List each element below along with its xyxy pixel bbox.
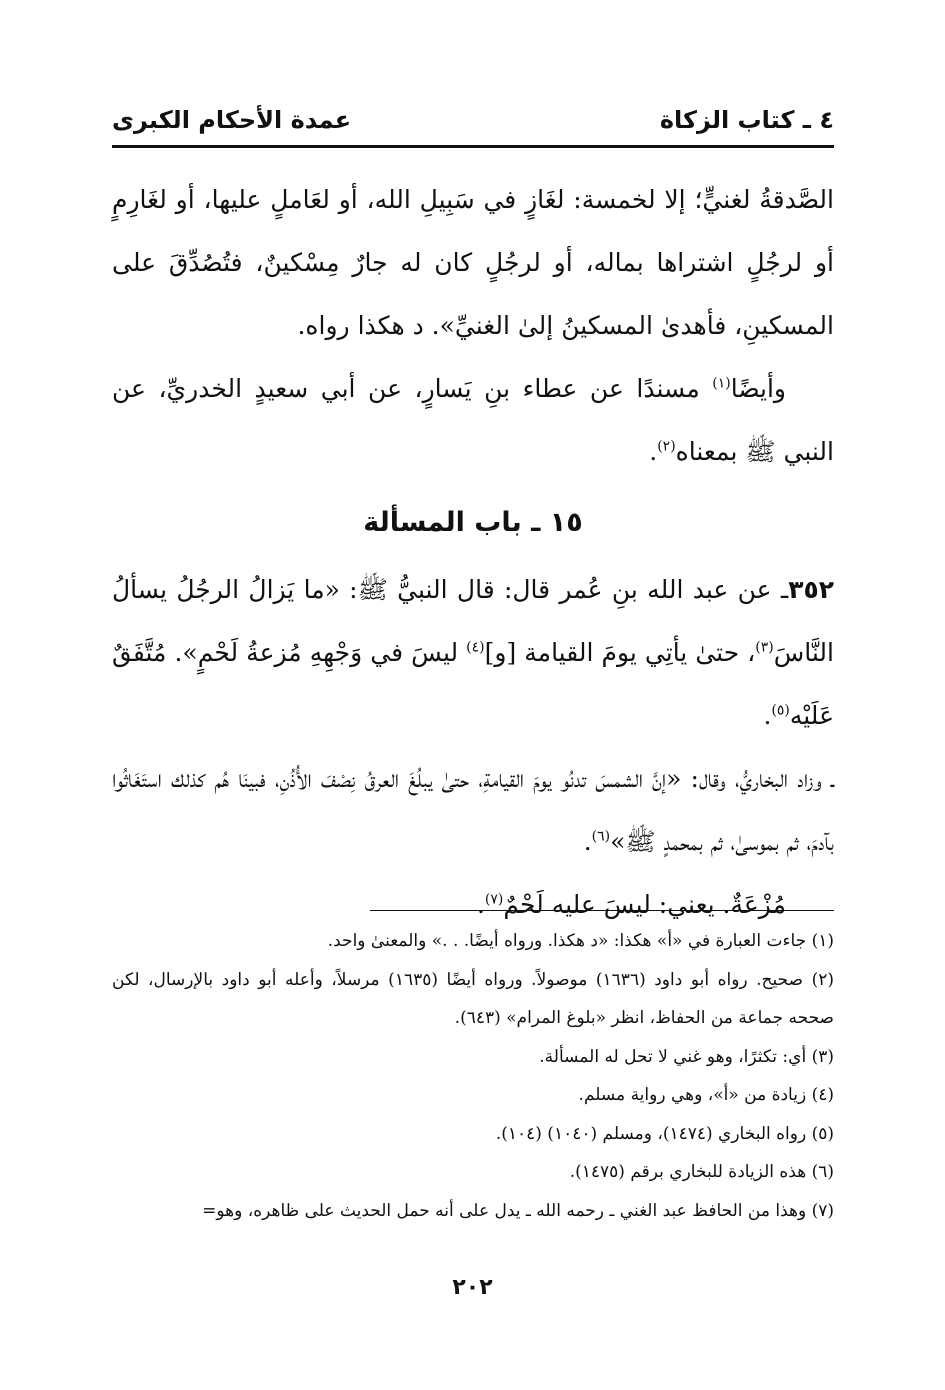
bukhari-text: ـ وزاد البخاريُّ، وقال: «إنَّ الشمسَ تدنُو يومَ القيامةِ، حتىٰ يبلُغَ العرقُ نِصْفَ الأُذُنِ، فبينَا هُم كذلك استَغَاثُوا بآدمَ، ثم بموسىٰ، ثم بمحمدٍ ﷺ» xyxy=(112,764,834,856)
footnote-ref-5: (٥) xyxy=(771,702,790,719)
footnote-ref-6: (٦) xyxy=(591,828,611,845)
footnote-ref-2: (٢) xyxy=(657,438,676,455)
main-text xyxy=(112,168,834,936)
hadith-text-a: ـ عن عبد الله بنِ عُمر قال: قال النبيُّ ﷺ: «ما يَزالُ الرجُلُ يسألُ النَّاسَ xyxy=(112,575,834,667)
footnote-6: (٦) هذه الزيادة للبخاري برقم (١٤٧٥). xyxy=(569,1162,834,1182)
hadith-text-b: ، حتىٰ يأتِي يومَ القيامة [و] xyxy=(484,638,756,667)
section-heading: ١٥ ـ باب المسألة xyxy=(363,507,583,538)
footnote-5: (٥) رواه البخاري (١٤٧٤)، ومسلم (١٠٤٠) (١٠٤). xyxy=(495,1123,834,1144)
explanation-end: . xyxy=(476,890,485,919)
paragraph-1: الصَّدقةُ لغنيٍّ؛ إلا لخمسة: لغَازٍ في سَبِيلِ الله، أو لعَاملٍ عليها، أو لغَارِمٍ أو لرجُلٍ اشتراها بماله، أو لرجُلٍ كان له جارٌ مِسْكينٌ، فتُصُدِّقَ على المسكينِ، فأهدىٰ المسكينُ إلىٰ الغنيِّ». د هكذا رواه. xyxy=(112,185,834,340)
page-header xyxy=(112,100,834,148)
bukhari-end: . xyxy=(583,827,592,856)
hadith-text-c: ليسَ في وَجْهِهِ مُزعةُ لَحْمٍ». مُتَّفَقٌ عَلَيْه xyxy=(112,638,834,730)
footnotes xyxy=(112,922,834,1230)
footnote-1: (١) جاءت العبارة في «أ» هكذا: «د هكذا. ورواه أيضًا. . .» والمعنىٰ واحد. xyxy=(327,931,834,951)
paragraph-2-end: . xyxy=(649,437,658,466)
book-title: عمدة الأحكام الكبرى xyxy=(112,106,352,134)
footnote-4: (٤) زيادة من «أ»، وهي رواية مسلم. xyxy=(578,1085,834,1105)
explanation-text: مُزْعَةٌ. يعني: ليسَ عليه لَحْمٌ xyxy=(503,890,786,919)
hadith-352 xyxy=(112,558,834,747)
footnote-ref-7: (٧) xyxy=(484,891,504,908)
paragraph-2 xyxy=(112,357,834,483)
paragraph-2-start: وأيضًا xyxy=(730,374,786,403)
footnote-ref-4: (٤) xyxy=(466,639,485,656)
footnote-3: (٣) أي: تكثرًا، وهو غني لا تحل له المسألة. xyxy=(539,1046,834,1067)
footnote-separator xyxy=(370,910,834,911)
chapter-title: ٤ ـ كتاب الزكاة xyxy=(659,106,834,134)
footnote-ref-1: (١) xyxy=(712,375,731,392)
hadith-text-d: . xyxy=(763,701,772,730)
footnote-ref-3: (٣) xyxy=(755,639,774,656)
bukhari-addition xyxy=(112,747,834,873)
header-rule xyxy=(112,145,834,148)
paragraph-2-body: مسندًا عن عطاء بنِ يَسارٍ، عن أبي سعيدٍ الخدريِّ، عن النبي ﷺ بمعناه xyxy=(112,374,834,466)
footnote-7: (٧) وهذا من الحافظ عبد الغني ـ رحمه الله ـ يدل على أنه حمل الحديث على ظاهره، وهو= xyxy=(202,1200,834,1221)
page-number: ٢٠٢ xyxy=(452,1275,493,1300)
hadith-number: ٣٥٢ xyxy=(788,575,834,604)
footnote-2: (٢) صحيح. رواه أبو داود (١٦٣٦) موصولاً. ورواه أيضًا (١٦٣٥) مرسلاً، وأعله أبو داود بالإرسال، لكن صححه جماعة من الحفاظ، انظر «بلوغ المرام» (٦٤٣). xyxy=(112,969,834,1028)
